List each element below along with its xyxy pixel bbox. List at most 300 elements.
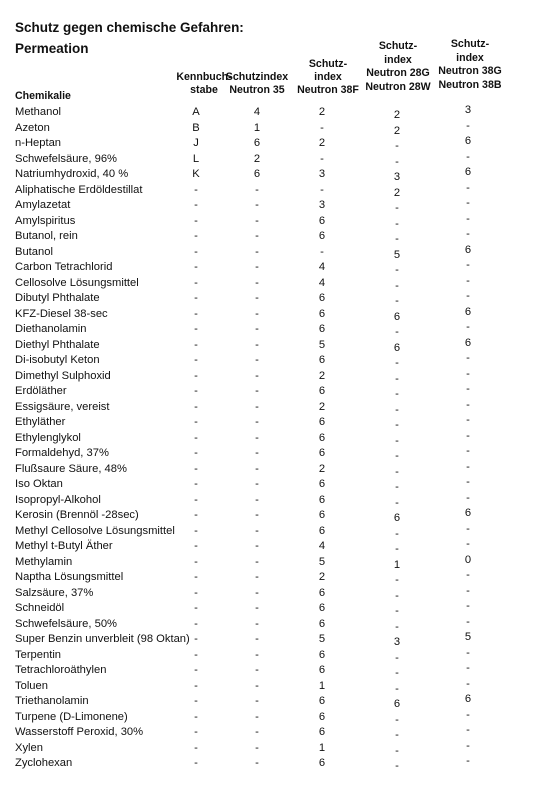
neutron-35-cell: - [255,400,259,413]
neutron-38f-cell: 6 [318,478,326,490]
neutron-38-cell: - [466,398,470,411]
neutron-38f-cell: 6 [318,664,326,676]
kennbuchstabe-cell: - [194,261,198,273]
neutron-35-cell: - [255,385,259,397]
kennbuchstabe-cell: - [194,307,198,320]
neutron-38f-cell: 3 [318,168,326,180]
neutron-35-cell: - [255,633,259,645]
chemical-name: Diethanolamin [15,323,87,335]
neutron-38-cell: 6 [464,305,472,318]
kennbuchstabe-cell: - [194,741,198,754]
neutron-38f-cell: 3 [318,199,326,211]
table-row [0,276,533,292]
neutron-35-cell: - [255,369,259,382]
neutron-28-cell: - [395,574,399,586]
chemical-name: Schwefelsäure, 50% [15,617,117,630]
neutron-38-cell: - [466,615,470,628]
neutron-38-cell: - [466,584,470,597]
neutron-35-cell: - [255,602,259,614]
neutron-38-cell: 6 [464,166,472,178]
neutron-38-cell: - [466,429,470,442]
chemical-name: Dibutyl Phthalate [15,292,100,304]
kennbuchstabe-cell: - [194,493,198,506]
chemical-name: Azeton [15,121,50,134]
neutron-28-cell: 6 [393,512,401,524]
table-row [0,524,533,540]
neutron-38-cell: - [466,150,470,163]
chemical-name: n-Heptan [15,137,62,149]
neutron-35-cell: - [255,524,259,537]
neutron-38f-cell: 2 [318,137,326,149]
kennbuchstabe-cell: - [194,214,198,227]
neutron-38-cell: - [466,197,470,209]
neutron-35-cell: - [255,664,259,676]
chemical-name: Zyclohexan [15,757,73,769]
chemical-name: Triethanolamin [15,695,89,707]
neutron-38f-cell: 6 [318,431,326,444]
table-row [0,353,533,369]
neutron-35-cell: - [255,199,259,211]
column-header-neutron-38f: Schutz- index Neutron 38F [297,58,359,96]
neutron-38f-cell: - [320,183,324,196]
table-row [0,632,533,648]
chemical-name: Ethylenglykol [15,431,81,444]
chemical-name: Butanol [15,245,53,258]
kennbuchstabe-cell: - [194,385,198,397]
table-row [0,245,533,261]
table-row [0,415,533,431]
neutron-38-cell: - [466,367,470,380]
chemical-name: Aliphatische Erdöldestillat [15,183,143,196]
neutron-28-cell: - [395,605,399,617]
neutron-38-cell: - [466,228,470,240]
neutron-28-cell: - [395,419,399,431]
neutron-35-cell: - [255,540,259,552]
neutron-38-cell: - [466,414,470,426]
table-row [0,493,533,509]
neutron-28-cell: - [395,434,399,447]
kennbuchstabe-cell: - [194,524,198,537]
neutron-28-cell: - [395,217,399,230]
neutron-35-cell: - [255,710,259,723]
neutron-38f-cell: 6 [318,214,326,227]
neutron-38f-cell: 6 [318,757,326,769]
neutron-38f-cell: 6 [318,602,326,614]
neutron-35-cell: - [255,307,259,320]
neutron-35-cell: - [255,617,259,630]
neutron-28-cell: 5 [393,248,401,261]
neutron-28-cell: - [395,760,399,772]
table-row [0,663,533,679]
neutron-28-cell: - [395,450,399,462]
neutron-35-cell: - [255,354,259,366]
neutron-35-cell: 1 [253,121,261,134]
kennbuchstabe-cell: - [194,354,198,366]
neutron-28-cell: - [395,744,399,757]
neutron-35-cell: - [255,276,259,289]
chemical-name: Carbon Tetrachlorid [15,261,113,273]
kennbuchstabe-cell: - [194,555,198,568]
neutron-35-cell: - [255,214,259,227]
neutron-38-cell: - [466,677,470,690]
neutron-38f-cell: 2 [318,106,326,118]
chemical-name: KFZ-Diesel 38-sec [15,307,108,320]
neutron-28-cell: - [395,620,399,633]
table-row [0,260,533,276]
neutron-38-cell: - [466,538,470,550]
neutron-35-cell: - [255,462,259,475]
neutron-35-cell: 4 [253,106,261,118]
neutron-28-cell: - [395,388,399,400]
table-row [0,307,533,323]
chemical-name: Dimethyl Sulphoxid [15,369,111,382]
neutron-38f-cell: 6 [318,710,326,723]
table-row [0,291,533,307]
kennbuchstabe-cell: - [194,633,198,645]
neutron-38f-cell: 6 [318,230,326,242]
neutron-38f-cell: 6 [318,524,326,537]
table-row [0,105,533,121]
chemical-name: Methanol [15,106,62,118]
neutron-38-cell: 6 [464,336,472,349]
kennbuchstabe-cell: - [194,245,198,258]
chemical-name: Di-isobutyl Keton [15,354,100,366]
neutron-38-cell: - [466,600,470,612]
neutron-38f-cell: 6 [318,493,326,506]
neutron-28-cell: - [395,202,399,214]
table-row [0,136,533,152]
kennbuchstabe-cell: - [194,323,198,335]
chemical-name: Super Benzin unverbleit (98 Oktan) [15,633,190,645]
neutron-28-cell: - [395,279,399,292]
neutron-38-cell: 6 [464,243,472,256]
neutron-35-cell: - [255,292,259,304]
chemical-name: Isopropyl-Alkohol [15,493,101,506]
neutron-38f-cell: 2 [318,400,326,413]
neutron-28-cell: - [395,481,399,493]
neutron-38f-cell: 6 [318,509,326,521]
neutron-38f-cell: 1 [318,679,326,692]
neutron-38-cell: - [466,724,470,736]
neutron-38f-cell: 1 [318,741,326,754]
neutron-38f-cell: 6 [318,586,326,599]
chemical-name: Cellosolve Lösungsmittel [15,276,139,289]
chemical-name: Amylazetat [15,199,71,211]
neutron-38f-cell: 6 [318,307,326,320]
kennbuchstabe-cell: - [194,183,198,196]
table-row [0,679,533,695]
neutron-38-cell: - [466,491,470,504]
chemical-name: Salzsäure, 37% [15,586,94,599]
neutron-38-cell: - [466,383,470,395]
neutron-38f-cell: 6 [318,447,326,459]
neutron-28-cell: - [395,140,399,152]
table-row [0,555,533,571]
neutron-38-cell: - [466,569,470,581]
neutron-38f-cell: 2 [318,462,326,475]
neutron-28-cell: 6 [393,698,401,710]
table-row [0,741,533,757]
neutron-38-cell: - [466,755,470,767]
chemical-name: Methyl t-Butyl Äther [15,540,113,552]
neutron-28-cell: 3 [393,171,401,183]
kennbuchstabe-cell: - [194,602,198,614]
table-row [0,214,533,230]
neutron-35-cell: - [255,183,259,196]
neutron-38-cell: 6 [464,507,472,519]
neutron-28-cell: - [395,372,399,385]
neutron-35-cell: - [255,230,259,242]
table-row [0,539,533,555]
neutron-35-cell: - [255,478,259,490]
neutron-38-cell: 0 [464,553,472,566]
neutron-38-cell: 6 [464,693,472,705]
kennbuchstabe-cell: - [194,726,198,738]
neutron-28-cell: 2 [393,124,401,137]
chemical-name: Schneidöl [15,602,65,614]
table-row [0,322,533,338]
neutron-38f-cell: 6 [318,617,326,630]
neutron-35-cell: - [255,586,259,599]
chemical-name: Amylspiritus [15,214,76,227]
neutron-38f-cell: - [320,152,324,165]
table-row [0,400,533,416]
neutron-28-cell: - [395,713,399,726]
kennbuchstabe-cell: - [194,679,198,692]
neutron-38-cell: - [466,274,470,287]
kennbuchstabe-cell: - [194,648,198,661]
kennbuchstabe-cell: - [194,540,198,552]
neutron-28-cell: - [395,326,399,338]
neutron-35-cell: - [255,447,259,459]
neutron-38f-cell: 6 [318,695,326,707]
neutron-35-cell: - [255,493,259,506]
neutron-38-cell: - [466,119,470,132]
neutron-28-cell: - [395,527,399,540]
neutron-38f-cell: 5 [318,555,326,568]
neutron-35-cell: - [255,679,259,692]
neutron-28-cell: 2 [393,109,401,121]
neutron-38-cell: - [466,708,470,721]
kennbuchstabe-cell: - [194,462,198,475]
table-row [0,446,533,462]
neutron-28-cell: - [395,403,399,416]
table-row [0,601,533,617]
chemical-name: Erdöläther [15,385,67,397]
table-row [0,477,533,493]
chemical-name: Methylamin [15,555,73,568]
neutron-35-cell: - [255,338,259,351]
kennbuchstabe-cell: - [194,478,198,490]
table-row [0,725,533,741]
table-row [0,369,533,385]
chemical-name: Kerosin (Brennöl -28sec) [15,509,139,521]
kennbuchstabe-cell: - [194,276,198,289]
chemical-name: Essigsäure, vereist [15,400,110,413]
neutron-38f-cell: 2 [318,571,326,583]
neutron-28-cell: - [395,465,399,478]
table-row [0,152,533,168]
kennbuchstabe-cell: J [193,137,199,149]
neutron-28-cell: - [395,155,399,168]
neutron-38-cell: - [466,460,470,473]
neutron-38f-cell: 6 [318,292,326,304]
neutron-28-cell: 6 [393,341,401,354]
neutron-38-cell: - [466,739,470,752]
neutron-28-cell: 3 [393,636,401,648]
kennbuchstabe-cell: - [194,757,198,769]
table-row [0,167,533,183]
neutron-28-cell: - [395,589,399,602]
table-row [0,183,533,199]
kennbuchstabe-cell: - [194,400,198,413]
neutron-28-cell: - [395,651,399,664]
table-row [0,384,533,400]
neutron-38-cell: - [466,212,470,225]
kennbuchstabe-cell: - [194,617,198,630]
chemical-name: Formaldehyd, 37% [15,447,109,459]
kennbuchstabe-cell: - [194,369,198,382]
neutron-35-cell: 6 [253,168,261,180]
neutron-28-cell: - [395,729,399,741]
chemical-name: Wasserstoff Peroxid, 30% [15,726,144,738]
neutron-35-cell: - [255,245,259,258]
table-row [0,710,533,726]
kennbuchstabe-cell: - [194,292,198,304]
neutron-38f-cell: - [320,121,324,134]
kennbuchstabe-cell: B [192,121,200,134]
kennbuchstabe-cell: - [194,710,198,723]
chemical-name: Methyl Cellosolve Lösungsmittel [15,524,175,537]
neutron-28-cell: 1 [393,558,401,571]
table-row [0,570,533,586]
chemical-name: Schwefelsäure, 96% [15,152,117,165]
chemical-name: Tetrachloroäthylen [15,664,107,676]
kennbuchstabe-cell: - [194,447,198,459]
table-row [0,694,533,710]
table-row [0,586,533,602]
neutron-38-cell: 3 [464,104,472,116]
neutron-35-cell: - [255,261,259,273]
neutron-35-cell: - [255,757,259,769]
neutron-38-cell: - [466,181,470,194]
table-row [0,508,533,524]
kennbuchstabe-cell: - [194,664,198,676]
column-header-kennbuchstabe: Kennbuch- stabe [176,71,232,96]
neutron-38f-cell: 6 [318,726,326,738]
table-row [0,229,533,245]
neutron-38-cell: - [466,662,470,674]
neutron-35-cell: - [255,431,259,444]
neutron-28-cell: - [395,264,399,276]
column-header-neutron-38: Schutz- index Neutron 38G Neutron 38B [438,38,502,91]
neutron-35-cell: - [255,571,259,583]
page-title: Schutz gegen chemische Gefahren: [15,20,244,35]
neutron-38f-cell: 6 [318,385,326,397]
neutron-28-cell: - [395,682,399,695]
neutron-38f-cell: 6 [318,323,326,335]
column-header-chemical: Chemikalie [15,90,71,102]
kennbuchstabe-cell: L [192,152,200,165]
kennbuchstabe-cell: - [194,338,198,351]
table-row [0,756,533,772]
table-row [0,462,533,478]
neutron-28-cell: - [395,295,399,307]
chemical-name: Turpene (D-Limonene) [15,710,128,723]
neutron-28-cell: 2 [393,186,401,199]
neutron-38f-cell: 5 [318,338,326,351]
kennbuchstabe-cell: - [194,416,198,428]
column-header-neutron-28: Schutz- index Neutron 28G Neutron 28W [365,40,431,93]
neutron-35-cell: - [255,726,259,738]
chemical-name: Naptha Lösungsmittel [15,571,124,583]
chemical-name: Natriumhydroxid, 40 % [15,168,129,180]
chemical-name: Xylen [15,741,43,754]
table-row [0,431,533,447]
kennbuchstabe-cell: - [194,199,198,211]
neutron-38-cell: 6 [464,135,472,147]
neutron-38f-cell: 4 [318,276,326,289]
kennbuchstabe-cell: - [194,431,198,444]
kennbuchstabe-cell: - [194,509,198,521]
kennbuchstabe-cell: K [192,168,200,180]
neutron-28-cell: - [395,496,399,509]
neutron-35-cell: - [255,741,259,754]
neutron-35-cell: - [255,323,259,335]
neutron-28-cell: - [395,667,399,679]
kennbuchstabe-cell: - [194,586,198,599]
column-header-neutron-35: Schutzindex Neutron 35 [225,71,289,96]
table-row [0,338,533,354]
neutron-38f-cell: 6 [318,354,326,366]
neutron-28-cell: - [395,357,399,369]
neutron-38-cell: - [466,476,470,488]
neutron-35-cell: 2 [253,152,261,165]
neutron-38-cell: - [466,445,470,457]
table-row [0,617,533,633]
chemical-name: Iso Oktan [15,478,63,490]
neutron-35-cell: 6 [253,137,261,149]
neutron-38-cell: - [466,290,470,302]
neutron-38f-cell: 2 [318,369,326,382]
neutron-35-cell: - [255,416,259,428]
table-row [0,198,533,214]
chemical-name: Butanol, rein [15,230,78,242]
neutron-28-cell: - [395,233,399,245]
neutron-38-cell: 5 [464,631,472,643]
neutron-28-cell: 6 [393,310,401,323]
neutron-38f-cell: 6 [318,648,326,661]
table-row [0,648,533,664]
neutron-38-cell: - [466,522,470,535]
chemical-name: Toluen [15,679,48,692]
neutron-38f-cell: 4 [318,540,326,552]
neutron-35-cell: - [255,695,259,707]
neutron-38-cell: - [466,646,470,659]
neutron-35-cell: - [255,509,259,521]
neutron-38-cell: - [466,352,470,364]
chemical-name: Ethyläther [15,416,66,428]
table-row [0,121,533,137]
permeation-table [0,105,533,772]
kennbuchstabe-cell: - [194,230,198,242]
neutron-35-cell: - [255,555,259,568]
neutron-38f-cell: 5 [318,633,326,645]
kennbuchstabe-cell: - [194,571,198,583]
page-subtitle: Permeation [15,41,89,56]
chemical-name: Terpentin [15,648,62,661]
neutron-38-cell: - [466,259,470,271]
